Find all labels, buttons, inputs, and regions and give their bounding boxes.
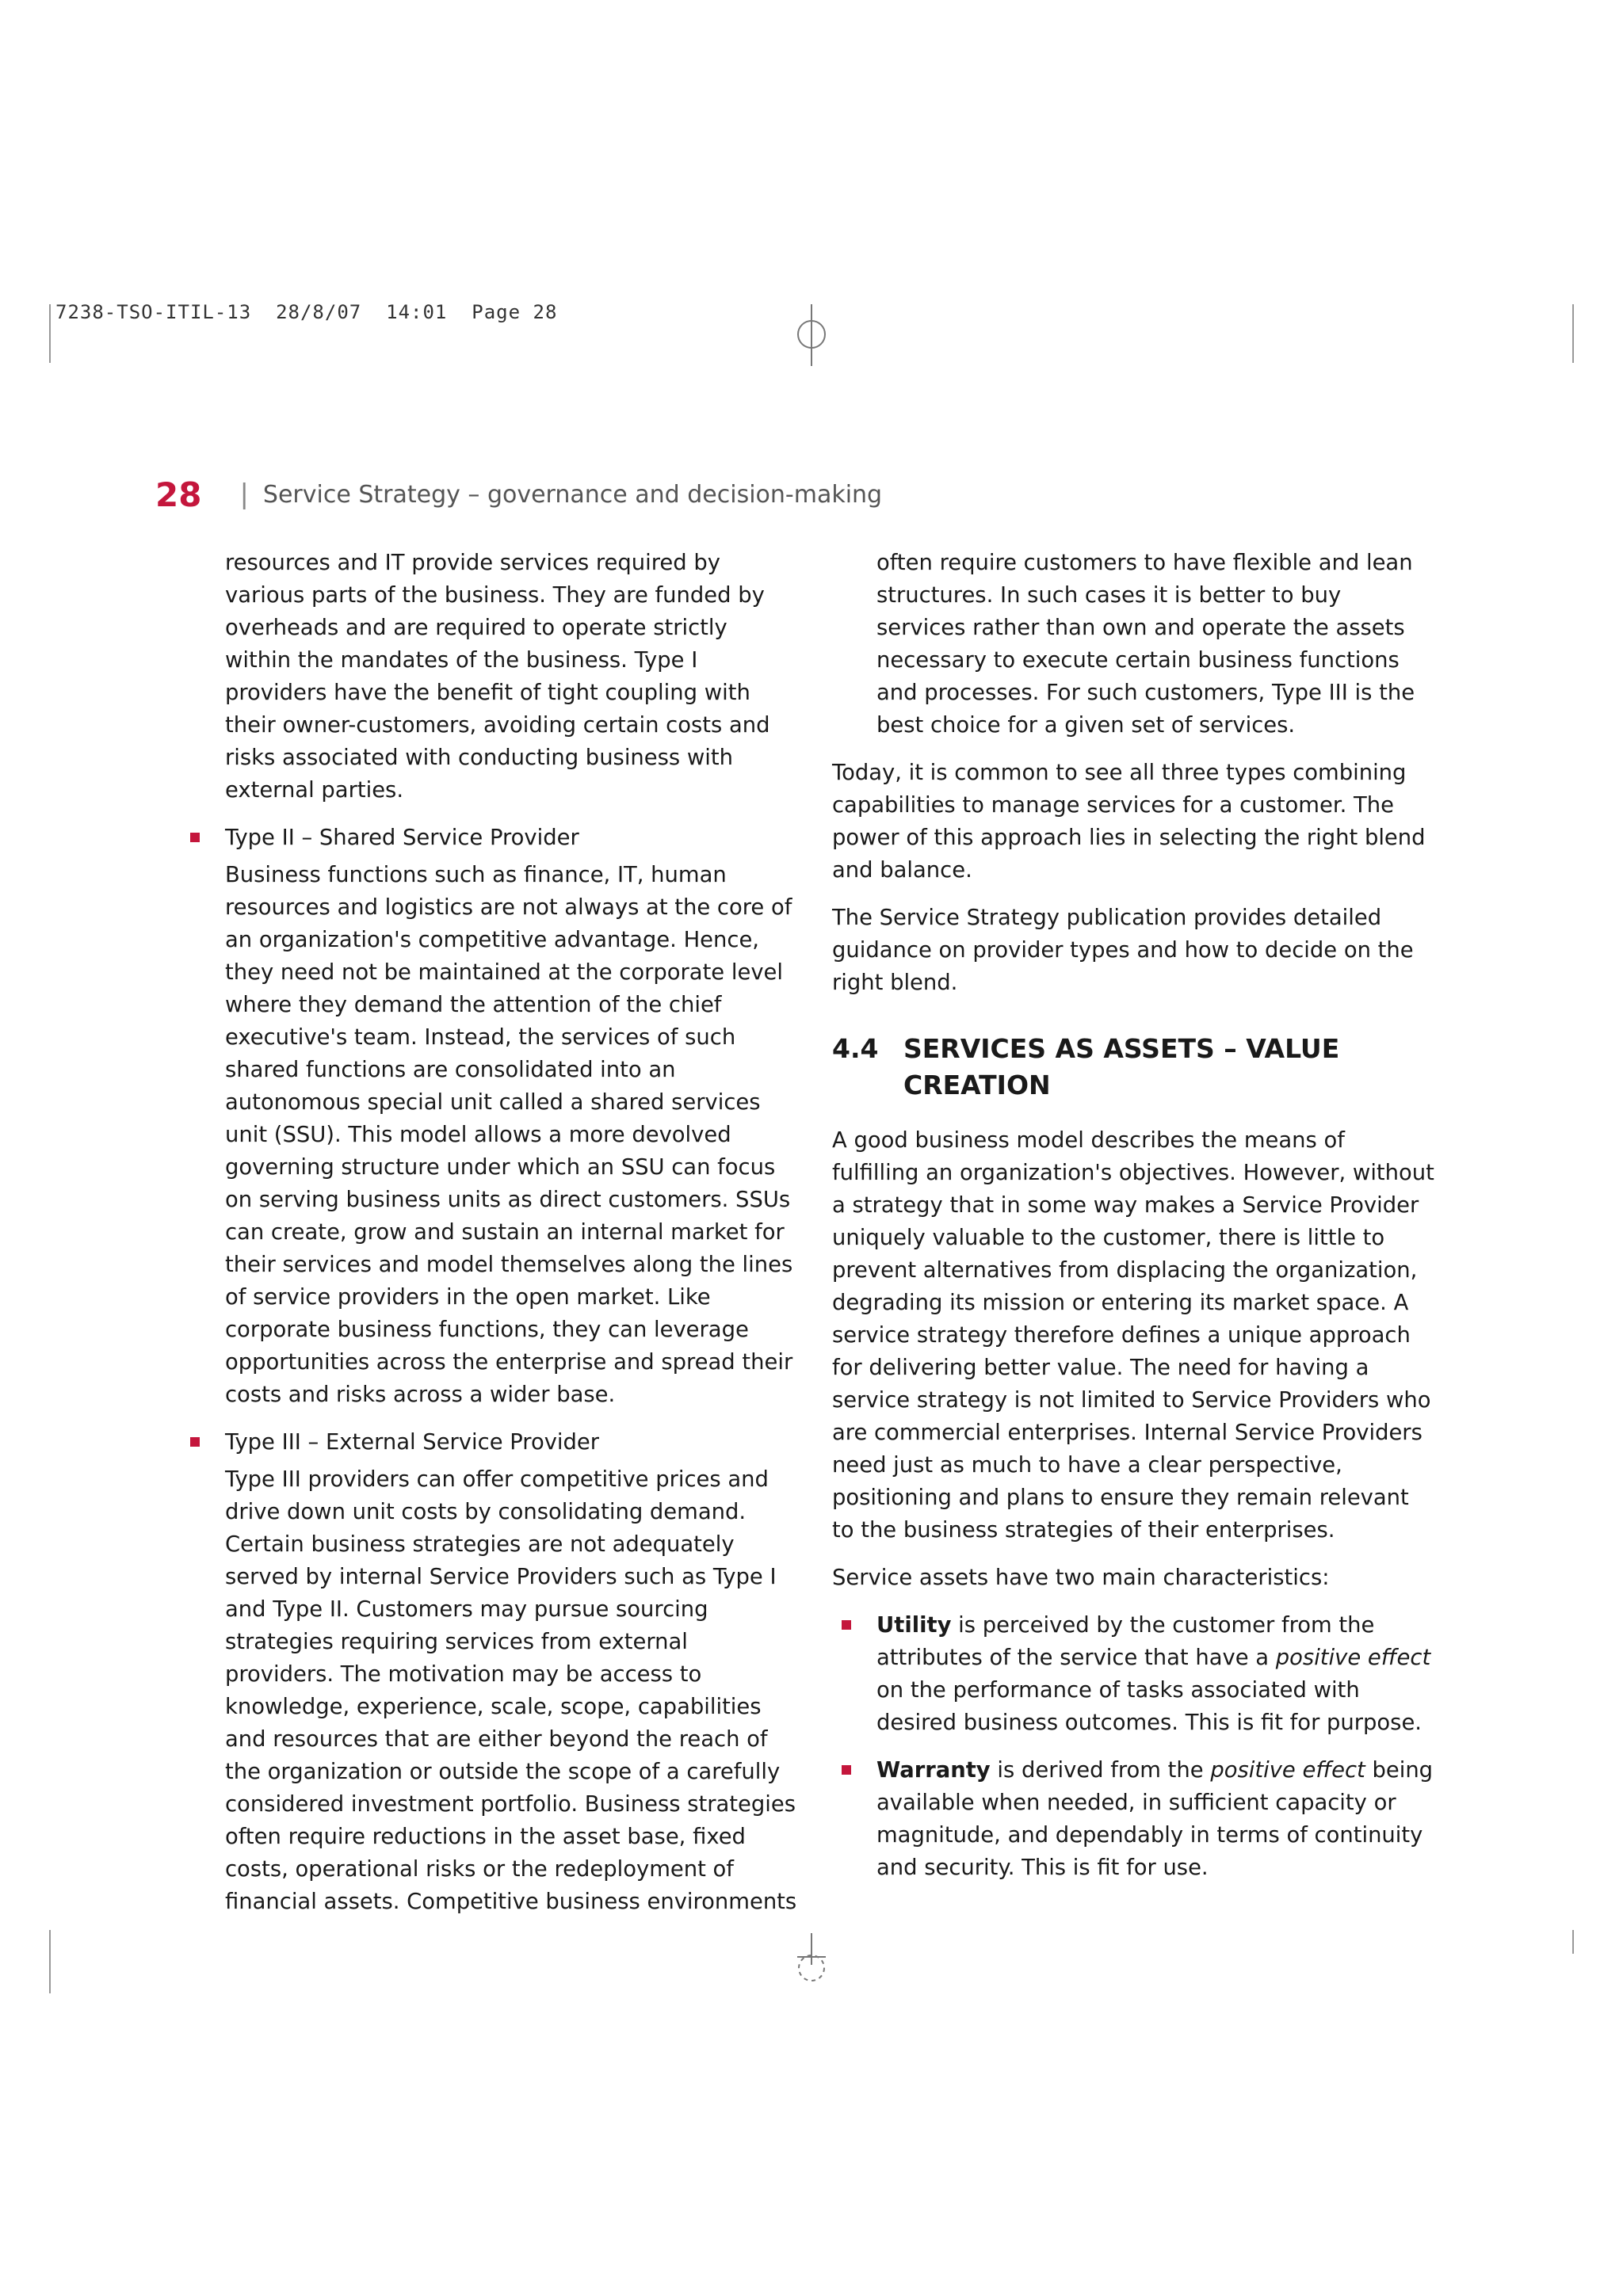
type2-body: Business functions such as finance, IT, human resources and logistics are not always at the core of an organization's competitive advantage. Hence, they need not be maintained at the corporate level where they demand the attention of the chief executive's team. Instead, the services of such shared functions are consolidated into an autonomous special unit called a shared services unit (SSU). This model allows a more devolved governing structure under which an SSU can focus on serving business units as direct customers. SSUs can create, grow and sustain an internal market for their services and model themselves along the lines of service providers in the open market. Like corporate business functions, they can leverage opportunities across the enterprise and spread their costs and risks across a wider base.	[225, 863, 793, 1407]
warranty-list-item	[832, 1754, 1434, 1884]
crop-mark-bottom-left	[49, 1930, 51, 1993]
paragraph-business-model: A good business model describes the means of fulfilling an organization's objectives. However, without a strategy that in some way makes a Service Provider uniquely valuable to the customer, there is little to prevent alternatives from displacing the organization, degrading its mission or entering its market space. A service strategy therefore defines a unique approach for delivering better value. The need for having a service strategy is not limited to Service Providers who are commercial enterprises. Internal Service Providers need just as much to have a clear perspective, positioning and plans to ensure they remain relevant to the business strategies of their enterprises.	[832, 1128, 1434, 1543]
crop-mark-bottom-right	[1572, 1930, 1574, 1954]
page-number: 28	[155, 475, 202, 514]
bullet-square-icon	[842, 1765, 851, 1775]
type3-title: Type III – External Service Provider	[225, 1430, 600, 1455]
section-title: SERVICES AS ASSETS – VALUE CREATION	[903, 1033, 1340, 1100]
type2-title: Type II – Shared Service Provider	[225, 826, 579, 850]
utility-emphasis: positive effect	[1275, 1646, 1431, 1670]
right-column	[832, 547, 1434, 1899]
bullet-square-icon	[842, 1620, 851, 1630]
utility-text-before: is perceived by the customer from the attributes of the service that have a	[876, 1613, 1375, 1670]
running-title: Service Strategy – governance and decision-making	[262, 480, 883, 509]
section-number: 4.4	[832, 1033, 879, 1064]
left-column	[181, 547, 799, 1933]
registration-mark-top-icon	[794, 304, 829, 366]
warranty-emphasis: positive effect	[1210, 1758, 1365, 1783]
section-heading	[832, 1031, 1434, 1104]
crop-mark-top-left	[49, 304, 51, 363]
running-header	[155, 471, 882, 518]
crop-mark-top-right	[1572, 304, 1574, 363]
paragraph-characteristics: Service assets have two main characteristics:	[832, 1566, 1330, 1590]
paragraph-today: Today, it is common to see all three types combining capabilities to manage services for a customer. The power of this approach lies in selecting the right blend and balance.	[832, 761, 1426, 883]
bullet-square-icon	[190, 1437, 200, 1447]
warranty-text-after: being available when needed, in sufficient capacity or magnitude, and dependably in terms of continuity and security. This is fit for use.	[876, 1758, 1434, 1880]
type3-continued-paragraph: often require customers to have flexible and lean structures. In such cases it is better to buy services rather than own and operate the assets necessary to execute certain business functions and processes. For such customers, Type III is the best choice for a given set of services.	[876, 551, 1415, 738]
type1-continued-paragraph: resources and IT provide services required by various parts of the business. They are funded by overheads and are required to operate strictly within the mandates of the business. Type I providers have the benefit of tight coupling with their owner-customers, avoiding certain costs and risks associated with conducting business with external parties.	[225, 551, 770, 803]
type3-body: Type III providers can offer competitive prices and drive down unit costs by consolidating demand. Certain business strategies are not adequately served by internal Service Providers such as Type I and Type II. Customers may pursue sourcing strategies requiring services from external providers. The motivation may be access to knowledge, experience, scale, scope, capabilities and resources that are either beyond the reach of the organization or outside the scope of a carefully considered investment portfolio. Business strategies often require reductions in the asset base, fixed costs, operational risks or the redeployment of financial assets. Competitive business environments	[225, 1467, 797, 1914]
bullet-square-icon	[190, 833, 200, 842]
utility-term: Utility	[876, 1613, 952, 1638]
registration-mark-bottom-icon	[794, 1933, 829, 1984]
paragraph-publication: The Service Strategy publication provides detailed guidance on provider types and how to decide on the right blend.	[832, 906, 1414, 995]
type2-list-item	[181, 822, 799, 1411]
type3-list-item	[181, 1426, 799, 1918]
utility-text-after: on the performance of tasks associated with desired business outcomes. This is fit for purpose.	[876, 1678, 1423, 1735]
utility-list-item	[832, 1609, 1434, 1739]
printer-slug-line: 7238-TSO-ITIL-13 28/8/07 14:01 Page 28	[55, 301, 558, 323]
warranty-text-before: is derived from the	[990, 1758, 1211, 1783]
warranty-term: Warranty	[876, 1758, 991, 1783]
header-separator: |	[239, 479, 249, 510]
